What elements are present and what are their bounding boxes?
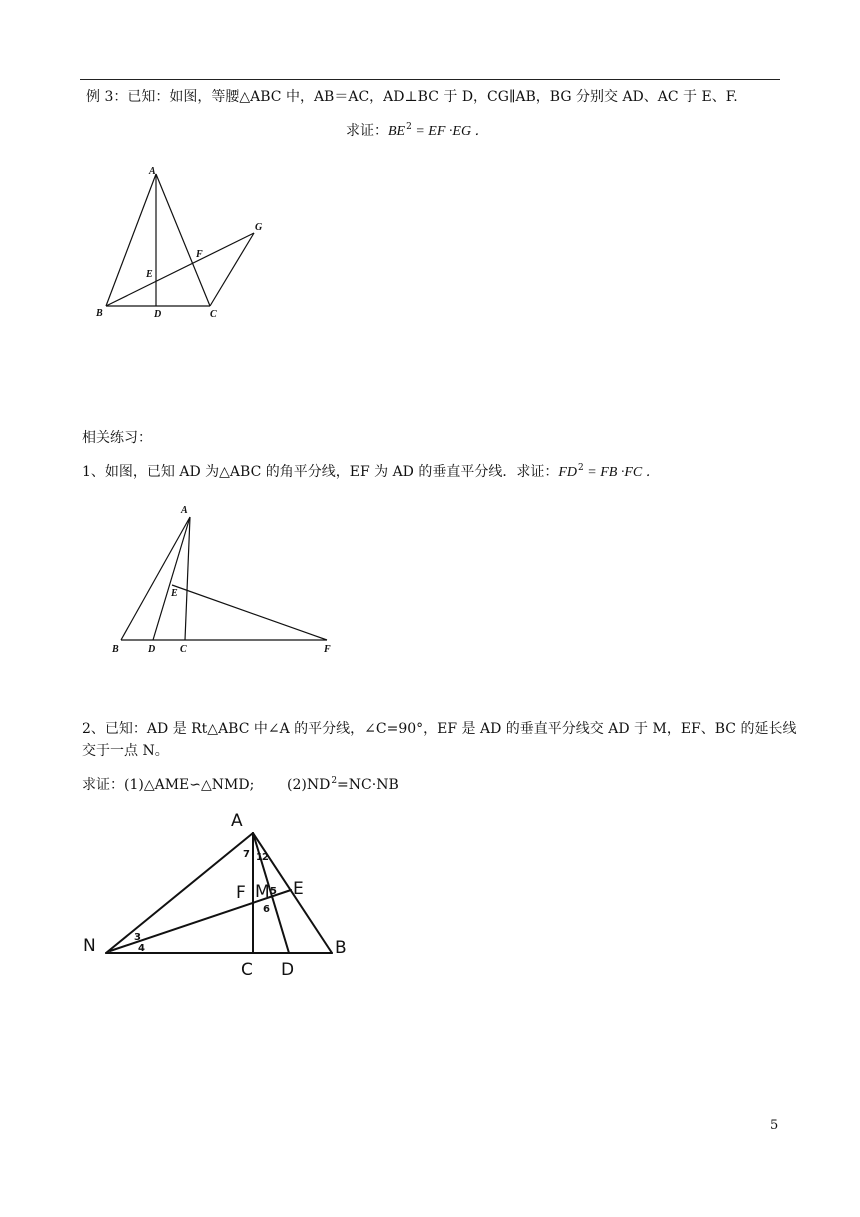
problem2-prove1: 求证：(1)△AME∽△NMD;: [82, 777, 255, 793]
label-A: A: [181, 505, 188, 516]
label-F: F: [196, 249, 203, 260]
problem2-lhs: (2)ND: [287, 777, 331, 793]
angle-mark-1: 1: [256, 852, 263, 863]
label-A: A: [231, 811, 243, 831]
label-C: C: [180, 644, 187, 655]
label-G: G: [255, 222, 263, 233]
problem2-exponent: 2: [331, 776, 338, 786]
angle-mark-6: 6: [263, 904, 270, 915]
problem1-lhs: FD: [558, 465, 578, 480]
problem1-exponent: 2: [578, 463, 584, 473]
label-B: B: [96, 308, 103, 319]
problem2-line2: 交于一点 N。: [82, 743, 169, 759]
label-D: D: [281, 960, 295, 980]
label-E: E: [171, 588, 178, 599]
label-F: F: [324, 644, 331, 655]
angle-mark-2: 2: [262, 852, 269, 863]
problem2-rhs: =NC·NB: [337, 777, 399, 793]
prove-exponent: 2: [406, 122, 412, 132]
prove-lhs: BE: [388, 124, 406, 139]
label-D: D: [154, 309, 162, 320]
label-N: N: [83, 936, 96, 956]
angle-mark-3: 3: [134, 932, 141, 943]
label-E: E: [293, 879, 304, 899]
label-B: B: [335, 938, 347, 958]
practice-heading: 相关练习：: [82, 430, 152, 446]
label-E: E: [146, 269, 153, 280]
problem2-line1: 2、已知：AD 是 Rt△ABC 中∠A 的平分线，∠C=90°，EF 是 AD 的垂直平分线交 AD 于 M，EF、BC 的延长线: [82, 721, 797, 737]
page-number: 5: [770, 1118, 779, 1133]
label-M: M: [255, 882, 270, 902]
label-F: F: [236, 883, 246, 903]
label-B: B: [112, 644, 119, 655]
problem1-rhs: = FB ·FC ．: [583, 465, 660, 480]
label-D: D: [148, 644, 156, 655]
example3-statement: 例 3：已知：如图，等腰△ABC 中，AB＝AC，AD⊥BC 于 D，CG∥AB，BG 分别交 AD、AC 于 E、F.: [86, 89, 738, 105]
angle-mark-7: 7: [243, 849, 250, 860]
label-C: C: [210, 309, 217, 320]
problem1-text: 1、如图，已知 AD 为△ABC 的角平分线，EF 为 AD 的垂直平分线．求证：: [82, 464, 559, 480]
prove-prefix: 求证：: [346, 123, 388, 139]
angle-mark-4: 4: [138, 943, 145, 954]
prove-rhs: = EF ·EG ．: [411, 124, 489, 139]
label-C: C: [241, 960, 253, 980]
angle-mark-5: 5: [270, 886, 277, 897]
label-A: A: [149, 166, 156, 177]
